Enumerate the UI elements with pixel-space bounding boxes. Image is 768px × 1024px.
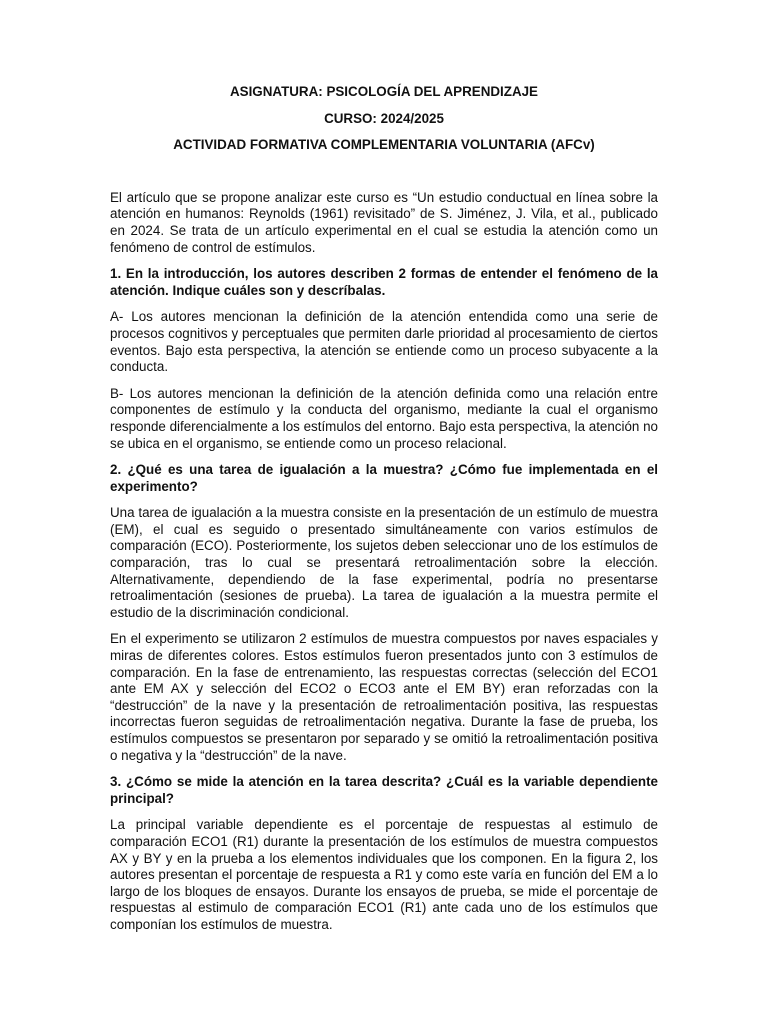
intro-paragraph: El artículo que se propone analizar este curso es “Un estudio conductual en línea sobre la atención en humanos: Reynolds (1961) revisitado” de S. Jiménez, J. Vila, et al., publicado en 2024. Se trata de un artículo experimental en el cual se estudia la atención como un fenómeno de control de estímulos. bbox=[110, 189, 658, 255]
question-1: 1. En la introducción, los autores describen 2 formas de entender el fenómeno de la atención. Indique cuáles son y descríbalas. bbox=[110, 266, 658, 298]
course-heading: CURSO: 2024/2025 bbox=[324, 110, 444, 126]
spacer bbox=[110, 164, 658, 190]
activity-heading: ACTIVIDAD FORMATIVA COMPLEMENTARIA VOLUNTARIA (AFCv) bbox=[173, 137, 595, 153]
answer-1a: A- Los autores mencionan la definición de la atención entendida como una serie de procesos cognitivos y perceptuales que permiten darle prioridad al procesamiento de ciertos eventos. Bajo esta perspectiva, la atención se entiende como un proceso subyacente a la conducta. bbox=[110, 309, 658, 375]
subject-heading: ASIGNATURA: PSICOLOGÍA DEL APRENDIZAJE bbox=[229, 84, 538, 99]
answer-2-paragraph-1: Una tarea de igualación a la muestra consiste en la presentación de un estímulo de muestra (EM), el cual es seguido o presentado simultáneamente con varios estímulos de comparación (ECO). Posteriormente, los sujetos deben seleccionar uno de los estímulos de comparación, tras lo cual se presentará retroalimentación sobre la elección. Alternativamente, dependiendo de la fase experimental, podría no presentarse retroalimentación (sesiones de prueba). La tarea de igualación a la muestra permite el estudio de la discriminación condicional. bbox=[110, 505, 658, 620]
question-3: 3. ¿Cómo se mide la atención en la tarea descrita? ¿Cuál es la variable dependiente principal? bbox=[110, 774, 658, 806]
question-2: 2. ¿Qué es una tarea de igualación a la muestra? ¿Cómo fue implementada en el experimento? bbox=[110, 462, 658, 494]
answer-1b: B- Los autores mencionan la definición de la atención definida como una relación entre componentes de estímulo y la conducta del organismo, mediante la cual el organismo responde diferencialmente a los estímulos del entorno. Bajo esta perspectiva, la atención no se ubica en el organismo, se entiende como un proceso relacional. bbox=[110, 385, 658, 451]
answer-3: La principal variable dependiente es el porcentaje de respuestas al estimulo de comparación ECO1 (R1) durante la presentación de los estímulos de muestra compuestos AX y BY y en la prueba a los elementos individuales que los componen. En la figura 2, los autores presentan el porcentaje de respuesta a R1 y como este varía en función del EM a lo largo de los bloques de ensayos. Durante los ensayos de prueba, se mide el porcentaje de respuestas al estimulo de comparación ECO1 (R1) ante cada uno de los estímulos que componían los estímulos de muestra. bbox=[110, 817, 658, 932]
answer-2-paragraph-2: En el experimento se utilizaron 2 estímulos de muestra compuestos por naves espaciales y miras de diferentes colores. Estos estímulos fueron presentados junto con 3 estímulos de comparación. En la fase de entrenamiento, las respuestas correctas (selección del ECO1 ante EM AX y selección del ECO2 o ECO3 ante el EM BY) eran reforzadas con la “destrucción” de la nave y la presentación de retroalimentación positiva, las respuestas incorrectas fueron seguidas de retroalimentación negativa. Durante la fase de prueba, los estímulos compuestos se presentaron por separado y se omitió la retroalimentación positiva o negativa y la “destrucción” de la nave. bbox=[110, 631, 658, 763]
document-page bbox=[110, 84, 658, 944]
